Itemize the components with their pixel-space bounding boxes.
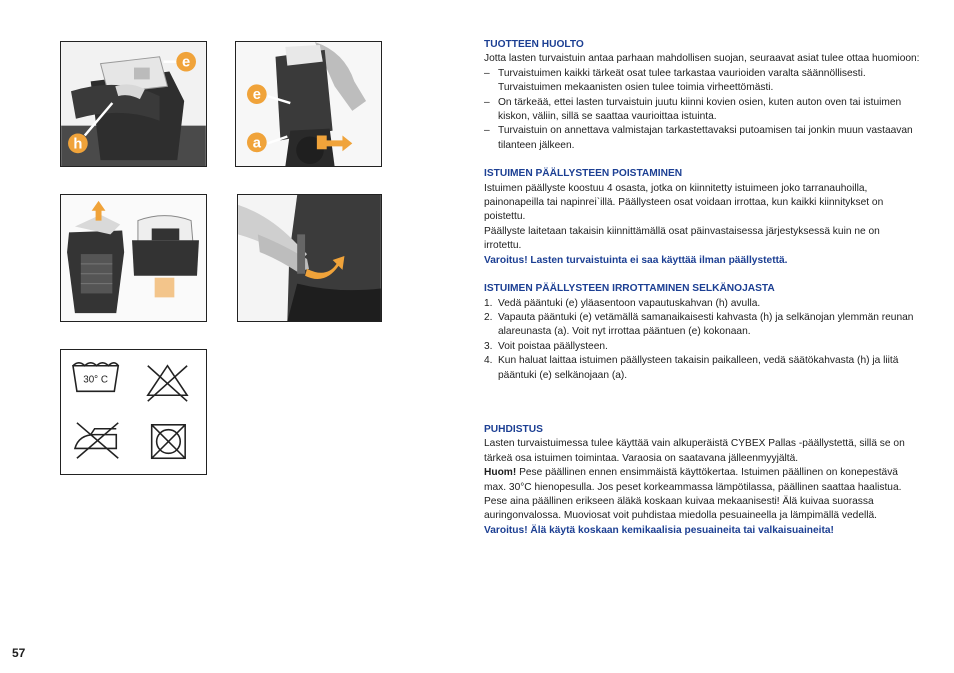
figure-headrest-release — [60, 41, 207, 167]
heading-puhdistus: PUHDISTUS — [484, 423, 543, 435]
step-item: 3. Voit poistaa päällysteen. — [484, 340, 608, 352]
step-item: 4. Kun haluat laittaa istuimen päällysteen takaisin paikalleen, vedä säätökahvasta (h) ja liitä pääntuki (e) selkänojaan (a). — [484, 355, 899, 381]
huom-text: Pese päällinen ennen ensimmäistä käyttökertaa. Istuimen päällinen on konepestävä max. 30°C hienopesulla. Jos peset korkeammassa lämpötilassa, päällinen saattaa haalistua. Pese aina päällinen erikseen äläkä koskaan kuivaa mekaanisesti! Älä kuivaa suorassa auringonvalossa. Muoviosat voit puhdistaa miedolla pesuaineella ja lämpimällä vedellä. — [484, 467, 902, 522]
heading-selkanojasta: ISTUIMEN PÄÄLLYSTEEN IRROTTAMINEN SELKÄNOJASTA — [484, 283, 775, 295]
cover-paragraph-1: Istuimen päällyste koostuu 4 osasta, jotka on kiinnitetty istuimeen joko tarranauhoilla, painonapeilla tai napinrei`illä. Päällysteen osat voidaan irrottaa, kun kaikki kiinnitykset on poistettu. — [484, 182, 884, 223]
cleaning-warning: Varoitus! Älä käytä koskaan kemikaalisia pesuaineita tai valkaisuaineita! — [484, 524, 834, 536]
bullet-item: – Turvaistuin on annettava valmistajan tarkastettavaksi putoamisen tai jonkin muun vastaavan tilanteen jälkeen. — [484, 125, 913, 151]
figure-cover-removal — [60, 194, 207, 322]
no-tumble-dry-icon — [152, 425, 185, 458]
cleaning-paragraph-2 — [484, 466, 920, 524]
wash-30-icon — [73, 363, 118, 392]
wash-temp-label: 30° C — [83, 374, 108, 386]
page-number: 57 — [12, 646, 26, 660]
cleaning-paragraph-1: Lasten turvaistuimessa tulee käyttää vain alkuperäistä CYBEX Pallas -päällystettä, sillä se on tärkeä osa istuimen toimintaa. Varaosia on saatavana jälleenmyyjältä. — [484, 438, 905, 464]
callout-a-label: a — [252, 135, 261, 152]
step-item: 1. Vedä pääntuki (e) yläasentoon vapautuskahvan (h) avulla. — [484, 297, 761, 309]
headrest-removal-illustration — [236, 42, 381, 166]
huom-label: Huom! — [484, 467, 517, 479]
cover-warning: Varoitus! Lasten turvaistuinta ei saa käyttää ilman päällystettä. — [484, 254, 788, 266]
bullet-item: – Turvaistuimen kaikki tärkeät osat tulee tarkastaa vaurioiden varalta säännöllisesti. Turvaistuimen mekaanisten osien tulee toimia virheettömästi. — [484, 67, 866, 94]
callout-e-label: e — [182, 54, 191, 71]
heading-tuotteen-huolto: TUOTTEEN HUOLTO — [484, 39, 584, 50]
care-symbols — [61, 350, 206, 474]
intro-paragraph: Jotta lasten turvaistuin antaa parhaan mahdollisen suojan, seuraavat asiat tulee ottaa huomioon: — [484, 53, 920, 65]
no-bleach-icon — [148, 366, 187, 401]
cover-paragraph-2: Päällyste laitetaan takaisin kiinnittämällä osat päinvastaisessa järjestyksessä kuin ne on irrotettu. — [484, 225, 880, 252]
figure-headrest-removal — [235, 41, 382, 167]
no-iron-icon — [75, 423, 118, 458]
cover-removal-illustration — [61, 195, 206, 321]
figure-care-symbols — [60, 349, 207, 475]
bullet-item: – On tärkeää, ettei lasten turvaistuin juutu kiinni kovien osien, kuten auton oven tai istuimen kiskon, väliin, sillä se saattaa vaurioittaa istuinta. — [484, 96, 902, 123]
heading-paallysteen-poistaminen: ISTUIMEN PÄÄLLYSTEEN POISTAMINEN — [484, 168, 683, 180]
callout-e-label: e — [252, 87, 261, 104]
step-item: 2. Vapauta pääntuki (e) vetämällä samanaikaisesti kahvasta (h) ja selkänojan ylemmän reunan alareunasta (a). Voit nyt irrottaa pääntuen (e) kokonaan. — [484, 311, 914, 338]
callout-h-label: h — [73, 136, 83, 153]
figure-cover-attach — [237, 194, 382, 322]
cover-attach-illustration — [238, 195, 381, 321]
headrest-release-illustration — [61, 42, 206, 166]
text-column — [484, 38, 920, 538]
